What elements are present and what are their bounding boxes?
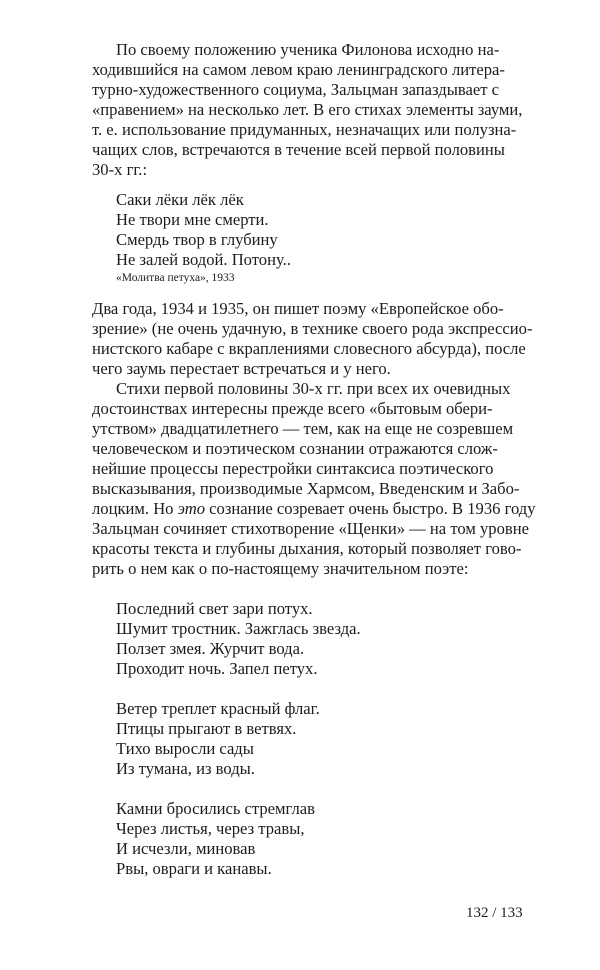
- poem2-line: Проходит ночь. Запел петух.: [116, 659, 318, 678]
- para1-line: турно-художественного социума, Зальцман запаздывает с: [92, 80, 499, 99]
- para3-line: красоты текста и глубины дыхания, который позволяет гово-: [92, 539, 522, 558]
- poem2-line: Шумит тростник. Зажглась звезда.: [116, 619, 361, 638]
- para3-line: высказывания, производимые Хармсом, Введенским и Забо-: [92, 479, 520, 498]
- para1-line: 30-х гг.:: [92, 160, 148, 179]
- emphasis-word: это: [177, 499, 206, 518]
- poem1-line: Смердь твор в глубину: [116, 230, 278, 249]
- para3-line: рить о нем как о по-настоящему значительном поэте:: [92, 559, 469, 578]
- para2-line: чего заумь перестает встречаться и у него.: [92, 359, 391, 378]
- poem2-line: Камни бросились стремглав: [116, 799, 315, 818]
- poem1-line: Не твори мне смерти.: [116, 210, 269, 229]
- para3-text: сознание созревает очень быстро. В 1936 году: [205, 499, 536, 518]
- para1-line: По своему положению ученика Филонова исходно на-: [116, 40, 500, 59]
- para3-line: нейшие процессы перестройки синтаксиса поэтического: [92, 459, 494, 478]
- poem2-line: Рвы, овраги и канавы.: [116, 859, 272, 878]
- para3-text: лоцким. Но: [92, 499, 178, 518]
- poem2-line: И исчезли, миновав: [116, 839, 256, 858]
- poem2-line: Ветер треплет красный флаг.: [116, 699, 320, 718]
- poem2-line: Через листья, через травы,: [116, 819, 305, 838]
- para3-line: достоинствах интересны прежде всего «бытовым обери-: [92, 399, 493, 418]
- poem2-line: Птицы прыгают в ветвях.: [116, 719, 297, 738]
- poem2-line: Тихо выросли сады: [116, 739, 254, 758]
- para3-line: Стихи первой половины 30-х гг. при всех их очевидных: [116, 379, 511, 398]
- para3-line: утством» двадцатилетнего — тем, как на еще не созревшем: [92, 419, 514, 438]
- para3-line: [92, 499, 536, 519]
- para1-line: ходившийся на самом левом краю ленинградского литера-: [92, 60, 505, 79]
- page-number: 132 / 133: [466, 905, 523, 921]
- para2-line: зрение» (не очень удачную, в технике своего рода экспрессио-: [92, 319, 533, 338]
- para1-line: чащих слов, встречаются в течение всей первой половины: [92, 140, 505, 159]
- poem1-line: Саки лёки лёк лёк: [116, 190, 244, 209]
- poem1-caption: «Молитва петуха», 1933: [116, 272, 235, 284]
- para3-line: Зальцман сочиняет стихотворение «Щенки» — на том уровне: [92, 519, 529, 538]
- poem2-line: Последний свет зари потух.: [116, 599, 313, 618]
- poem2-line: Ползет змея. Журчит вода.: [116, 639, 305, 658]
- poem2-line: Из тумана, из воды.: [116, 759, 255, 778]
- para3-line: человеческом и поэтическом сознании отражаются слож-: [92, 439, 498, 458]
- para1-line: т. е. использование придуманных, незначащих или полузна-: [92, 120, 517, 139]
- para1-line: «правением» на несколько лет. В его стихах элементы зауми,: [92, 100, 523, 119]
- para2-line: нистского кабаре с вкраплениями словесного абсурда), после: [92, 339, 526, 358]
- poem1-line: Не залей водой. Потону..: [116, 250, 291, 269]
- para2-line: Два года, 1934 и 1935, он пишет поэму «Европейское обо-: [92, 299, 504, 318]
